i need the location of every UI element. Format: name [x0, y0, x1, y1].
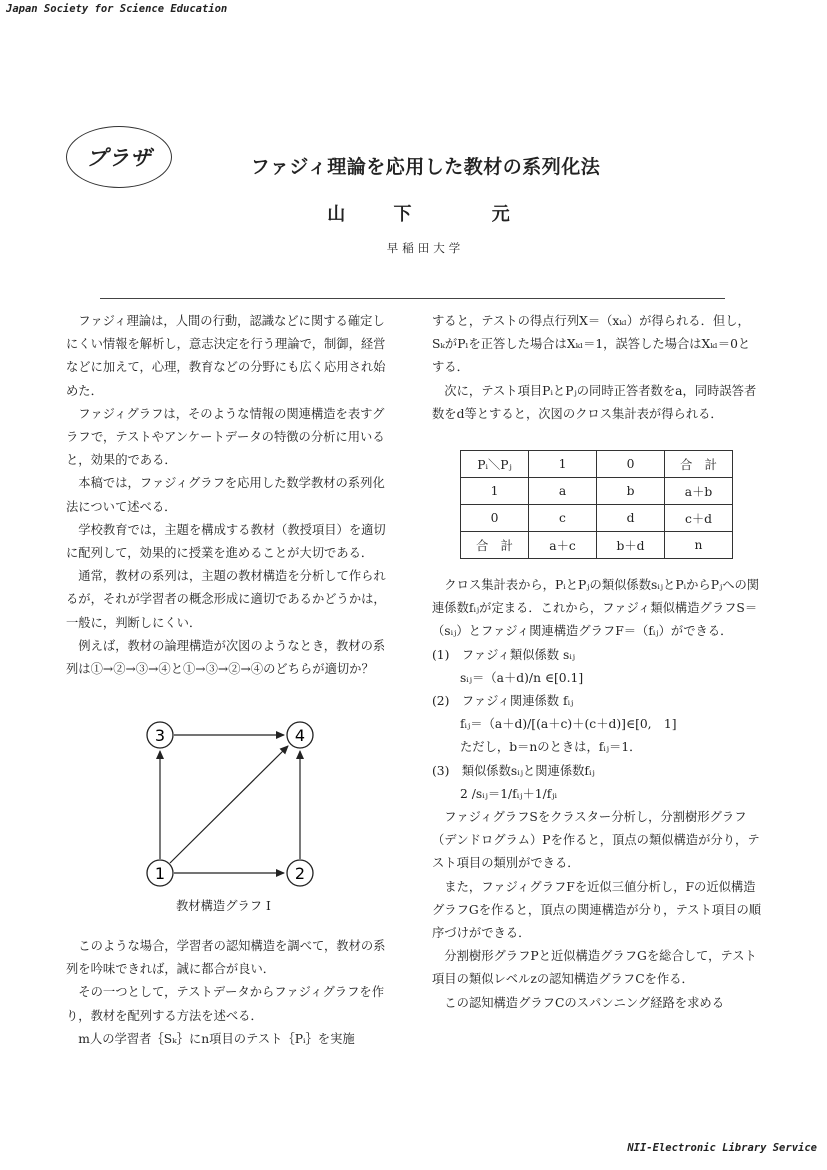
table-cell: 合 計: [461, 532, 529, 559]
table-cell: n: [665, 532, 733, 559]
journal-header: Japan Society for Science Education: [6, 3, 228, 15]
paragraph: クロス集計表から，PᵢとPⱼの類似係数sᵢⱼとPᵢからPⱼへの関連係数fᵢⱼが定まる．これから，ファジィ類似構造グラフS＝（sᵢⱼ）とファジィ関連構造グラフF＝（fᵢⱼ）ができる．: [432, 578, 760, 639]
section-badge-label: プラザ: [86, 145, 152, 170]
graph-node-label: 1: [154, 864, 166, 883]
paragraph: 学校教育では，主題を構成する教材（教授項目）を適切に配列して，効果的に授業を進めることが大切である．: [66, 522, 386, 561]
paragraph: すると，テストの得点行列X＝（xₖₗ）が得られる．但し，SₖがPₗを正答した場合はXₖₗ＝1，誤答した場合はXₖₗ＝0とする．: [432, 314, 751, 375]
table-row: [461, 478, 733, 505]
paragraph: 本稿では，ファジィグラフを応用した数学教材の系列化法について述べる．: [66, 476, 385, 514]
paragraph: 次に，テスト項目PᵢとPⱼの同時正答者数をa，同時誤答者数をd等とすると，次図のクロス集計表が得られる．: [432, 383, 757, 421]
formula-line: (3) 類似係数sᵢⱼと関連係数fᵢⱼ: [432, 763, 595, 778]
table-cell: c: [529, 505, 597, 532]
table-cell: 0: [597, 451, 665, 478]
table-cell: 合 計: [665, 451, 733, 478]
article-title: ファジィ理論を応用した教材の系列化法: [250, 156, 601, 178]
left-column-lower: [66, 935, 396, 1051]
paragraph: その一つとして，テストデータからファジィグラフを作り，教材を配列する方法を述べる．: [66, 985, 384, 1023]
formula-line: fᵢⱼ＝（a＋d)/[(a＋c)＋(c＋d)]∈[0, 1]: [460, 717, 677, 732]
paragraph: 通常，教材の系列は，主題の教材構造を分析して作られるが，それが学習者の概念形成に適切であるかどうかは，一般に，判断しにくい．: [66, 569, 386, 630]
title-rule: [100, 298, 725, 299]
formula-line: sᵢⱼ＝（a＋d)/n ∈[0.1]: [460, 670, 584, 685]
graph-node-label: 2: [294, 864, 306, 883]
table-row: [461, 451, 733, 478]
graph-node-1: [147, 860, 173, 886]
graph-node-4: [287, 722, 313, 748]
paragraph: ファジィ理論は，人間の行動，認識などに関する確定しにくい情報を解析し，意志決定を行う理論で，制御，経営などに加えて，心理，教育などの分野にも広く応用され始めた．: [66, 314, 386, 398]
author-affiliation: 早稲田大学: [386, 241, 465, 255]
cross-tabulation-table: [460, 450, 733, 559]
table-cell: d: [597, 505, 665, 532]
table-cell: 1: [529, 451, 597, 478]
graph-node-3: [147, 722, 173, 748]
table-cell: a＋c: [529, 532, 597, 559]
table-cell: 0: [461, 505, 529, 532]
figure-caption: 教材構造グラフ I: [176, 899, 271, 913]
author-name: 山 下 元: [327, 204, 524, 225]
table-cell: b: [597, 478, 665, 505]
paragraph: ファジィグラフは，そのような情報の関連構造を表すグラフで，テストやアンケートデータの特徴の分析に用いると，効果的である．: [66, 406, 385, 468]
library-footer: NII-Electronic Library Service: [627, 1142, 817, 1154]
left-column-upper: [66, 310, 396, 681]
graph-node-2: [287, 860, 313, 886]
paragraph: 例えば，教材の論理構造が次図のようなとき，教材の系列は①→②→③→④と①→③→②→④のどちらが適切か？: [66, 638, 386, 677]
paragraph: この認知構造グラフCのスパンニング経路を求める: [444, 995, 724, 1010]
table-row: [461, 505, 733, 532]
edge-1-4: [170, 746, 288, 863]
paragraph: このような場合，学習者の認知構造を調べて，教材の系列を吟味できれば，誠に都合が良い．: [66, 939, 386, 977]
table-cell: 1: [461, 478, 529, 505]
paragraph: m人の学習者｛Sₖ｝にn項目のテスト｛Pᵢ｝を実施: [78, 1031, 355, 1046]
paragraph: 分割樹形グラフPと近似構造グラフGを総合して，テスト項目の類似レベルzの認知構造グラフCを作る．: [432, 949, 757, 987]
formula-line: ただし，b＝nのときは，fᵢⱼ＝1．: [460, 740, 642, 755]
table-cell: c＋d: [665, 505, 733, 532]
formula-line: 2 /sᵢⱼ＝1/fᵢⱼ＋1/fⱼᵢ: [460, 786, 557, 801]
graph-node-label: 4: [294, 726, 306, 745]
table-cell: a: [529, 478, 597, 505]
paragraph: また，ファジィグラフFを近似三値分析し，Fの近似構造グラフGを作ると，頂点の関連構造が分り，テスト項目の順序づけができる．: [432, 879, 762, 941]
right-column: [432, 310, 762, 1015]
graph-node-label: 3: [154, 726, 166, 745]
paragraph: ファジィグラフSをクラスター分析し，分割樹形グラフ（デンドログラム）Pを作ると，頂点の類似構造が分り，テスト項目の類別ができる．: [432, 810, 760, 871]
formula-line: (2) ファジィ関連係数 fᵢⱼ: [432, 694, 574, 709]
table-cell: a＋b: [665, 478, 733, 505]
formula-line: (1) ファジィ類似係数 sᵢⱼ: [432, 647, 576, 662]
structure-graph-figure: [140, 715, 320, 895]
table-cell: b＋d: [597, 532, 665, 559]
table-row: [461, 532, 733, 559]
table-cell: Pᵢ＼Pⱼ: [461, 451, 529, 478]
